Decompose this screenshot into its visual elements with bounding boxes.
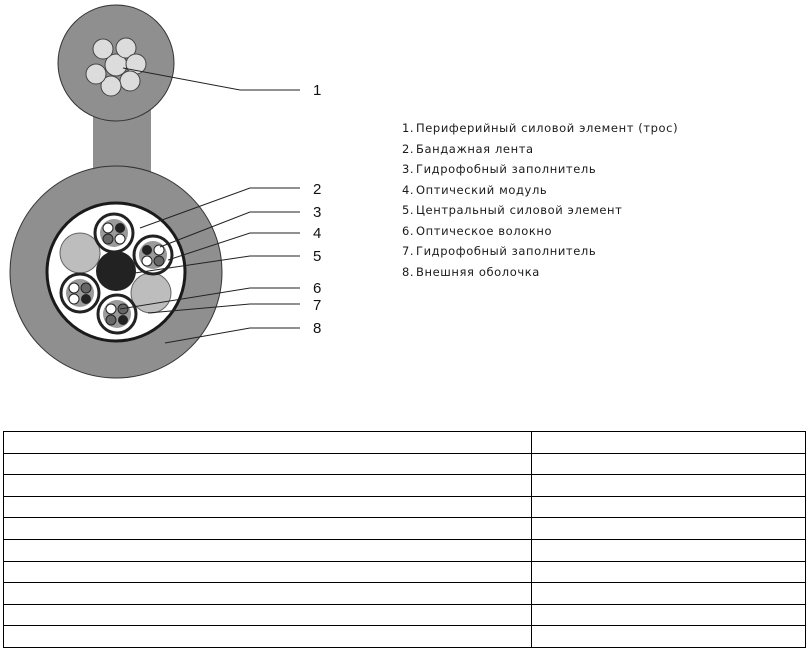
table-row bbox=[4, 583, 806, 605]
legend-item: 4. Оптический модуль bbox=[402, 182, 548, 197]
table-cell[interactable] bbox=[4, 453, 532, 475]
table-row bbox=[4, 626, 806, 648]
optical-module bbox=[95, 214, 133, 252]
table-cell[interactable] bbox=[4, 518, 532, 540]
table-cell[interactable] bbox=[4, 475, 532, 497]
table-cell[interactable] bbox=[4, 583, 532, 605]
legend-item: 7. Гидрофобный заполнитель bbox=[402, 244, 597, 258]
callout-5: 5 bbox=[313, 248, 322, 265]
table-cell[interactable] bbox=[532, 518, 806, 540]
table-cell[interactable] bbox=[4, 496, 532, 518]
table-cell[interactable] bbox=[4, 539, 532, 561]
legend-item: 2. Бандажная лента bbox=[402, 141, 534, 156]
table-row bbox=[4, 604, 806, 626]
legend-item: 6. Оптическое волокно bbox=[402, 223, 553, 238]
table-cell[interactable] bbox=[532, 432, 806, 454]
legend-item: 3. Гидрофобный заполнитель bbox=[402, 162, 597, 176]
table-cell[interactable] bbox=[4, 626, 532, 648]
table-cell[interactable] bbox=[532, 604, 806, 626]
callout-3: 3 bbox=[313, 204, 322, 221]
table-cell[interactable] bbox=[4, 561, 532, 583]
legend-item: 5. Центральный силовой элемент bbox=[402, 203, 623, 217]
table-cell[interactable] bbox=[532, 626, 806, 648]
table-cell[interactable] bbox=[532, 539, 806, 561]
empty-spec-table bbox=[3, 431, 806, 648]
optical-module bbox=[61, 274, 99, 312]
table-cell[interactable] bbox=[532, 475, 806, 497]
filler-disc bbox=[60, 233, 100, 273]
optical-module bbox=[98, 295, 136, 333]
legend-item: 1. Периферийный силовой элемент (трос) bbox=[402, 121, 679, 135]
central-strength-member bbox=[96, 251, 136, 291]
callout-4: 4 bbox=[313, 225, 322, 242]
callout-1: 1 bbox=[313, 82, 322, 99]
table-row bbox=[4, 561, 806, 583]
table-row bbox=[4, 539, 806, 561]
table-cell[interactable] bbox=[4, 432, 532, 454]
table-cell[interactable] bbox=[532, 583, 806, 605]
legend-item: 8. Внешняя оболочка bbox=[402, 264, 540, 279]
filler-disc bbox=[131, 273, 171, 313]
table-row bbox=[4, 432, 806, 454]
table-cell[interactable] bbox=[532, 496, 806, 518]
callout-2: 2 bbox=[313, 181, 322, 198]
table-cell[interactable] bbox=[532, 561, 806, 583]
table-cell[interactable] bbox=[4, 604, 532, 626]
table-row bbox=[4, 475, 806, 497]
table-row bbox=[4, 453, 806, 475]
table-row bbox=[4, 496, 806, 518]
callout-7: 7 bbox=[313, 297, 322, 314]
callout-8: 8 bbox=[313, 320, 322, 337]
diagram-legend bbox=[402, 118, 678, 282]
table-row bbox=[4, 518, 806, 540]
table-cell[interactable] bbox=[532, 453, 806, 475]
callout-6: 6 bbox=[313, 280, 322, 297]
